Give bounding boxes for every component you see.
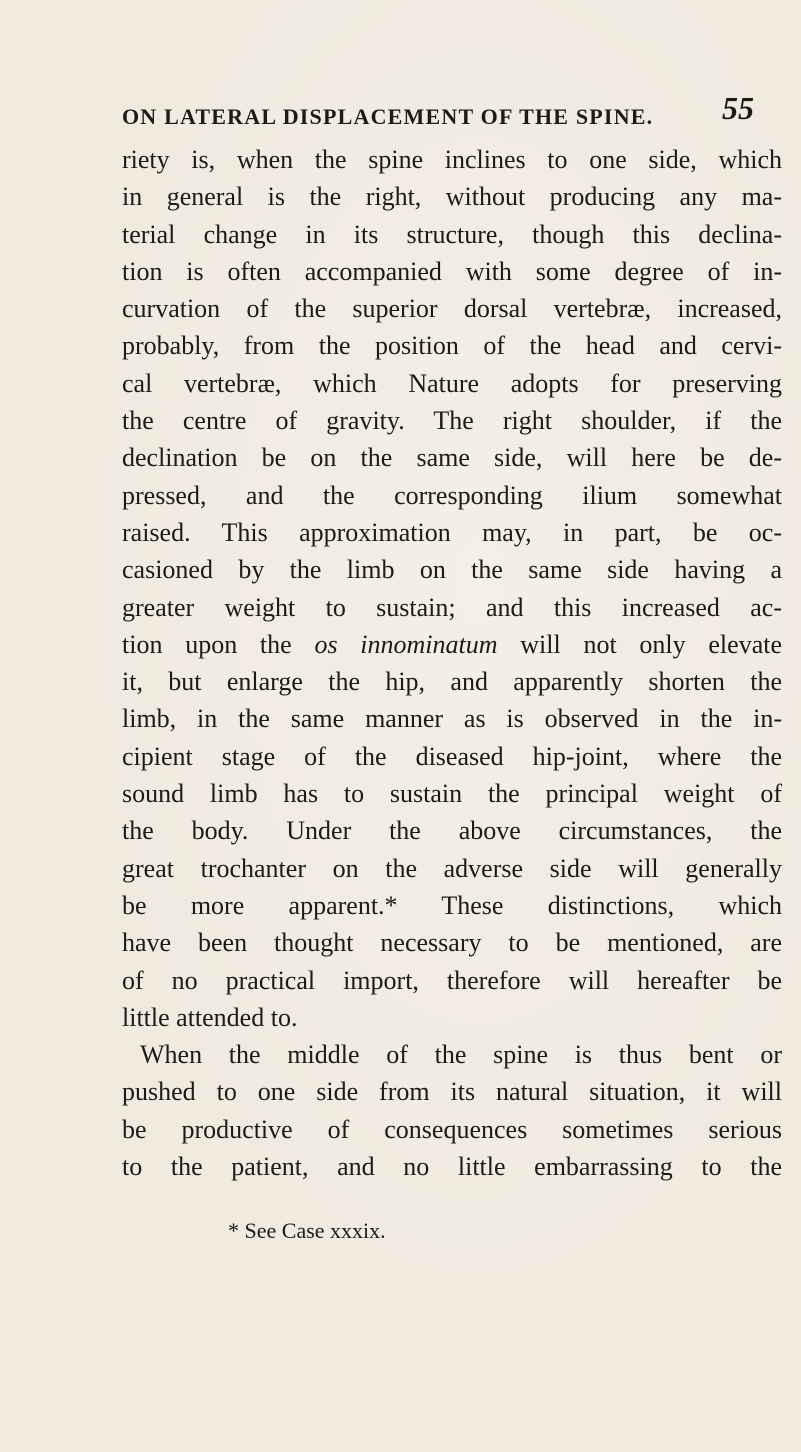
text-line: cal vertebræ, which Nature adopts for preserving — [122, 368, 782, 398]
text-line: great trochanter on the adverse side will generally — [122, 853, 782, 883]
text-line: sound limb has to sustain the principal weight of — [122, 779, 782, 809]
text-line: tion is often accompanied with some degree of in- — [122, 256, 782, 286]
text-line: limb, in the same manner as is observed in the in- — [122, 704, 782, 734]
running-head — [122, 90, 762, 134]
text-line: casioned by the limb on the same side having a — [122, 555, 782, 585]
text-line: be more apparent.* These distinctions, which — [122, 890, 782, 920]
text-line: it, but enlarge the hip, and apparently shorten the — [122, 667, 782, 697]
text-line: little attended to. — [122, 1002, 298, 1032]
footnote: * See Case xxxix. — [228, 1218, 386, 1243]
body-text — [122, 141, 782, 1185]
text-line: When the middle of the spine is thus bent or — [140, 1040, 782, 1070]
text-line: in general is the right, without producing any ma- — [122, 182, 782, 212]
text-line: declination be on the same side, will here be de- — [122, 443, 782, 473]
text-line: pushed to one side from its natural situation, it will — [122, 1077, 782, 1107]
text-line: greater weight to sustain; and this increased ac- — [122, 592, 782, 622]
text-line: raised. This approximation may, in part, be oc- — [122, 517, 782, 547]
text-line: have been thought necessary to be mentioned, are — [122, 928, 782, 958]
text-line: of no practical import, therefore will hereafter be — [122, 965, 782, 995]
text-line: the centre of gravity. The right shoulder, if the — [122, 406, 782, 436]
running-title: ON LATERAL DISPLACEMENT OF THE SPINE. — [122, 104, 654, 129]
text-line: pressed, and the corresponding ilium somewhat — [122, 480, 782, 510]
text-line: riety is, when the spine inclines to one side, which — [122, 145, 782, 174]
text-line: the body. Under the above circumstances, the — [122, 816, 782, 846]
page-number: 55 — [722, 90, 754, 126]
text-line: curvation of the superior dorsal vertebræ, increased, — [122, 294, 782, 324]
text-line: tion upon the os innominatum will not only elevate — [122, 629, 782, 659]
text-line: to the patient, and no little embarrassing to the — [122, 1152, 782, 1182]
text-line: terial change in its structure, though this declina- — [122, 219, 782, 249]
text-line: be productive of consequences sometimes serious — [122, 1114, 782, 1144]
text-line: probably, from the position of the head and cervi- — [122, 331, 782, 361]
text-line: cipient stage of the diseased hip-joint, where the — [122, 741, 782, 771]
